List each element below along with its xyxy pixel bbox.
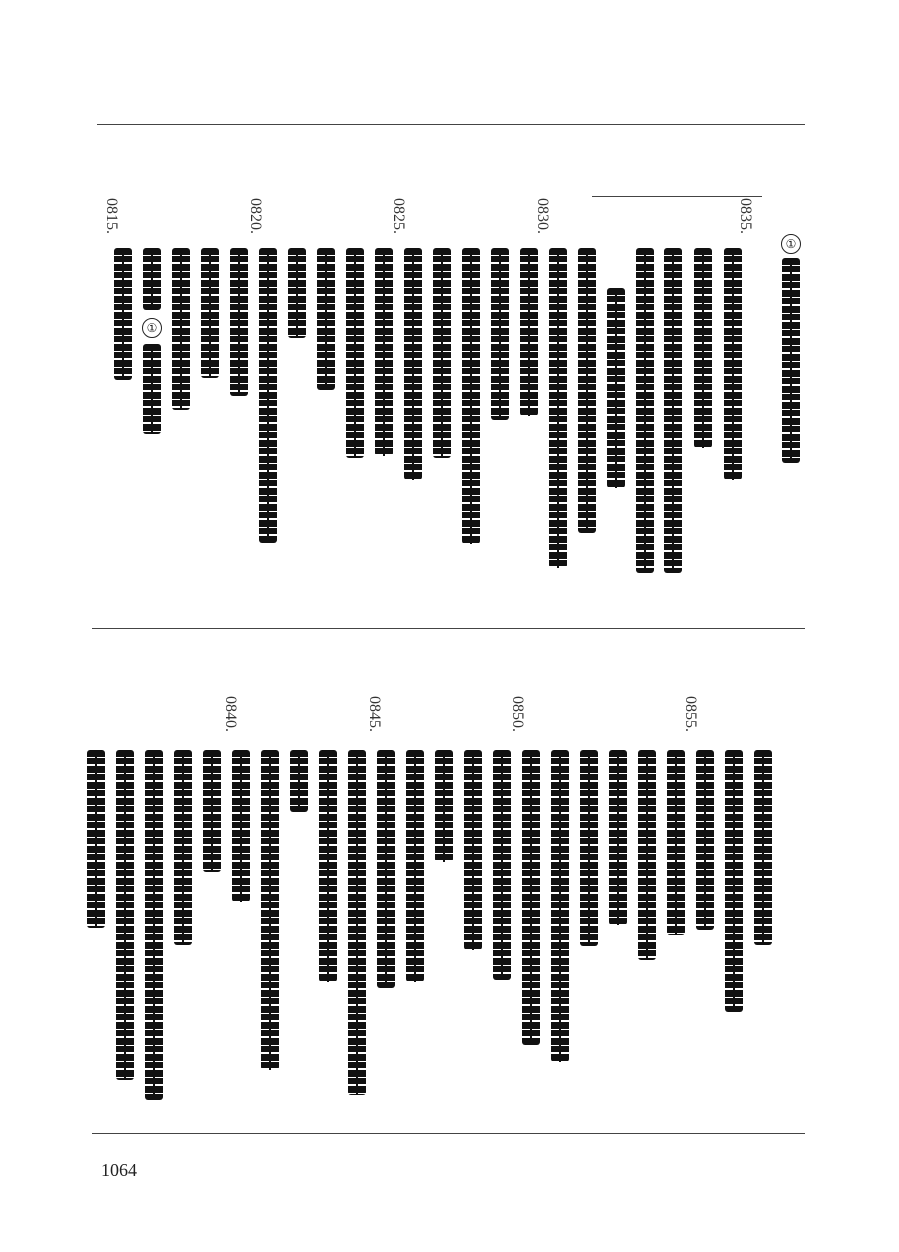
text-column-u14: [346, 248, 364, 458]
text-column-u3: [664, 248, 682, 573]
text-column-l23: [116, 750, 134, 1080]
text-column-l9: [522, 750, 540, 1045]
text-column-l16: [319, 750, 337, 982]
text-column-u8: [520, 248, 538, 416]
line-number-0840: 0840.: [222, 696, 239, 732]
text-column-u15: [317, 248, 335, 390]
text-column-l1: [754, 750, 772, 945]
text-column-l8: [551, 750, 569, 1062]
top-rule: [97, 124, 805, 125]
text-column-u1: [724, 248, 742, 480]
text-column-l4: [667, 750, 685, 935]
text-column-l20: [203, 750, 221, 872]
text-column-l14: [377, 750, 395, 988]
text-column-l19: [232, 750, 250, 902]
footnote-text-column: [782, 258, 800, 463]
footnote-separator: [592, 196, 762, 197]
text-column-u5: [607, 288, 625, 488]
text-column-u7: [549, 248, 567, 568]
text-column-u17: [259, 248, 277, 543]
text-column-u22: [114, 248, 132, 380]
text-column-l17: [290, 750, 308, 812]
text-column-l18: [261, 750, 279, 1070]
text-column-u20: [172, 248, 190, 410]
text-column-u4: [636, 248, 654, 573]
text-column-u10: [462, 248, 480, 544]
bottom-rule: [92, 1133, 805, 1134]
text-column-l7: [580, 750, 598, 946]
line-number-0845: 0845.: [366, 696, 383, 732]
text-column-u2: [694, 248, 712, 448]
text-column-u6: [578, 248, 596, 533]
text-column-l13: [406, 750, 424, 982]
text-column-u12: [404, 248, 422, 480]
text-column-u21a: [143, 248, 161, 310]
line-number-0825: 0825.: [390, 198, 407, 234]
middle-rule: [92, 628, 805, 629]
text-column-u21b: [143, 344, 161, 434]
text-column-l15: [348, 750, 366, 1095]
text-column-l24: [87, 750, 105, 928]
text-column-u19: [201, 248, 219, 378]
footnote-circle-marker: ①: [781, 234, 801, 254]
line-number-0820: 0820.: [247, 198, 264, 234]
text-column-l10: [493, 750, 511, 980]
text-column-l6: [609, 750, 627, 925]
line-number-0830: 0830.: [534, 198, 551, 234]
line-number-0855: 0855.: [682, 696, 699, 732]
line-number-0835: 0835.: [737, 198, 754, 234]
text-column-l22: [145, 750, 163, 1100]
text-column-l12: [435, 750, 453, 862]
text-column-l2: [725, 750, 743, 1012]
text-column-u11: [433, 248, 451, 458]
text-column-l21: [174, 750, 192, 945]
text-column-u13: [375, 248, 393, 456]
inline-footnote-marker: ①: [142, 318, 162, 338]
text-column-l3: [696, 750, 714, 930]
text-column-l5: [638, 750, 656, 960]
text-column-u9: [491, 248, 509, 420]
line-number-0850: 0850.: [509, 696, 526, 732]
line-number-0815: 0815.: [103, 198, 120, 234]
page-number: 1064: [101, 1160, 137, 1180]
text-column-l11: [464, 750, 482, 950]
text-column-u18: [230, 248, 248, 396]
text-column-u16: [288, 248, 306, 338]
